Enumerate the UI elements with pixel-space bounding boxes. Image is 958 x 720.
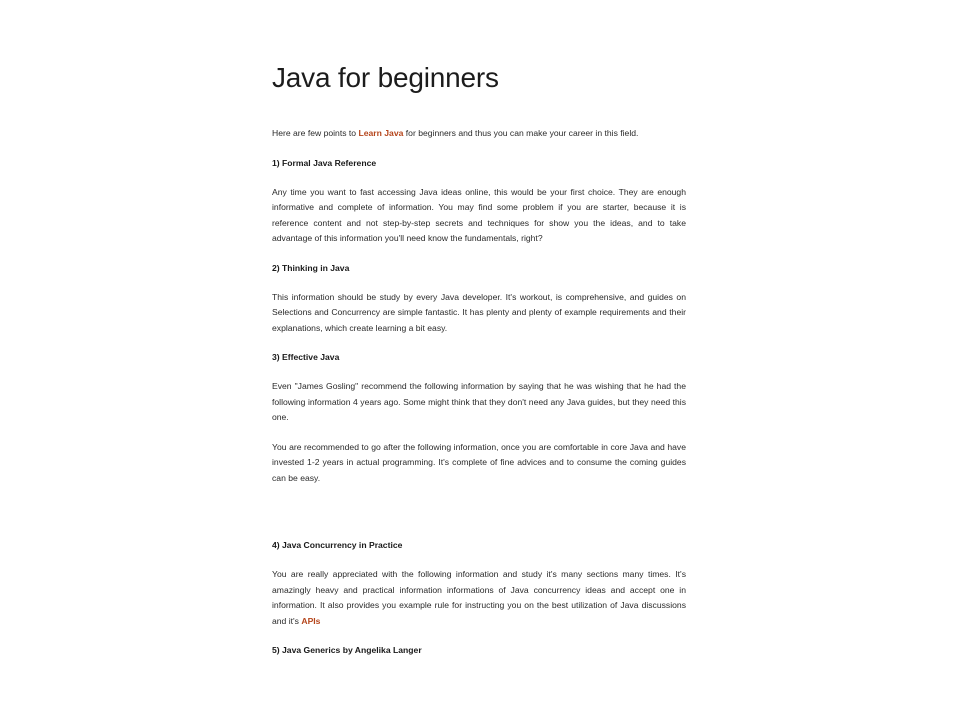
section-heading-2: 2) Thinking in Java: [272, 262, 350, 273]
section-3-paragraph-1: Even "James Gosling" recommend the following information by saying that he was wishing that he had the following information 4 years ago. Some might think that they don't need any Java guides, but they need this one.: [272, 381, 686, 422]
article: [272, 58, 686, 672]
learn-java-link[interactable]: Learn Java: [358, 128, 404, 138]
section-4-text: You are really appreciated with the following information and study it's many sections many times. It's amazingly heavy and practical information informations of Java concurrency ideas and accept one in information. It also provides you example rule for instructing you on the best utilization of Java discussions and it's: [272, 569, 686, 626]
intro-text-after: for beginners and thus you can make your career in this field.: [403, 128, 639, 138]
apis-link[interactable]: APIs: [301, 615, 321, 626]
spacer: [272, 500, 686, 538]
section-heading-5: 5) Java Generics by Angelika Langer: [272, 645, 422, 655]
section-heading-3: 3) Effective Java: [272, 352, 340, 362]
section-heading-4: 4) Java Concurrency in Practice: [272, 540, 403, 550]
section-4-paragraph: [272, 567, 686, 629]
section-1-paragraph: Any time you want to fast accessing Java ideas online, this would be your first choice. They are enough informative and complete of information. You may find some problem if you are starter, because it is reference content and not step-by-step secrets and techniques for show you the ideas, and to take advantage of this information you'll need know the fundamentals, right?: [272, 186, 686, 243]
section-heading-1: 1) Formal Java Reference: [272, 157, 377, 168]
intro-paragraph: [272, 126, 686, 142]
intro-text-before: Here are few points to: [272, 128, 359, 138]
section-2-paragraph: This information should be study by every Java developer. It's workout, is comprehensive, and guides on Selections and Concurrency are simple fantastic. It has plenty and plenty of example requirements and their explanations, which create learning a bit easy.: [272, 291, 686, 333]
section-3-paragraph-2: You are recommended to go after the following information, once you are comfortable in core Java and have invested 1-2 years in actual programming. It's complete of fine advices and to consume the coming guides can be easy.: [272, 441, 686, 483]
page-title: Java for beginners: [272, 62, 499, 93]
